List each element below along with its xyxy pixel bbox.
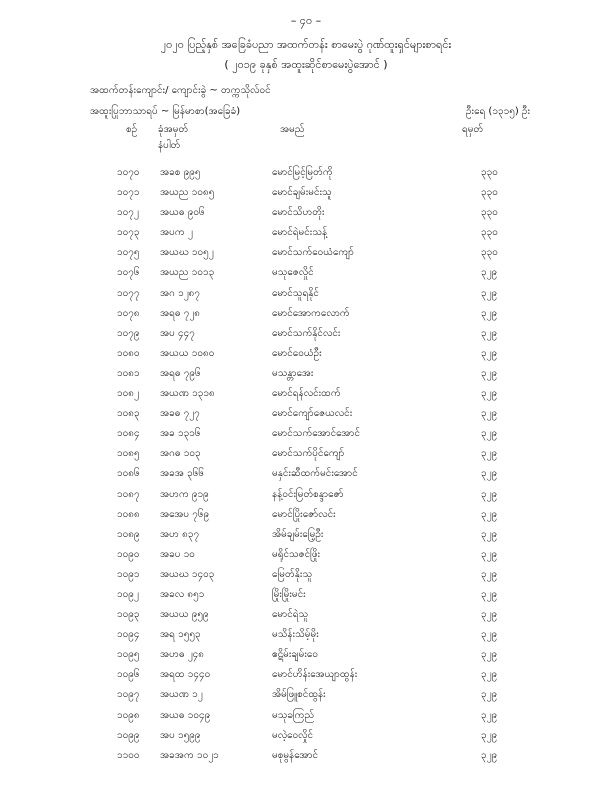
student-name: မရိုင်သဇင်ဖြိုး: [272, 548, 321, 560]
marks: ၃၃၀: [481, 187, 498, 199]
table-row: [0, 403, 612, 423]
serial-number: ၁၀၈၆: [117, 468, 140, 480]
document-title: ၂၀၂၀ ပြည့်နှစ် အခြေခံပညာ အထက်တန်း စာမေးပွဲ ဂုဏ်ထူးရှင်များစာရင်း: [160, 38, 452, 51]
roll-number: အခပ ၁၀: [160, 548, 195, 560]
table-row: [0, 222, 612, 242]
serial-number: ၁၀၇၉: [117, 327, 140, 339]
roll-number: အရဓ ၇၂၈: [160, 307, 200, 319]
serial-number: ၁၀၉၀: [117, 548, 140, 560]
serial-number: ၁၀၇၅: [117, 247, 140, 259]
roll-number: အယည ၁၀၁၃: [160, 267, 215, 279]
roll-number: အခလ ၈၅၁: [160, 588, 205, 600]
roll-number: အဂ ၁၂၈၇: [160, 287, 200, 299]
student-name: မောင်ရန်လင်းထက်: [272, 388, 341, 400]
student-name: မစုမွန်အောင်: [272, 749, 319, 761]
marks: ၃၂၉: [481, 689, 498, 701]
student-name: အိမ်ချမ်းမြေ့ဦး: [272, 528, 324, 540]
student-name: မောင်သက်နိုင်လင်း: [272, 327, 341, 339]
marks: ၃၂၉: [481, 408, 498, 420]
header-serial: စဉ်: [126, 124, 138, 135]
table-row: [0, 504, 612, 524]
table-row: [0, 303, 612, 323]
student-name: မနှင်းဆီထက်မင်းအောင်: [272, 468, 358, 480]
table-row: [0, 564, 612, 584]
student-name: မောင်သူရနိုင်: [272, 287, 319, 299]
table-row: [0, 242, 612, 262]
marks: ၃၃၀: [481, 227, 498, 239]
header-marks: ရမှတ်: [462, 124, 484, 135]
serial-number: ၁၀၈၇: [117, 488, 140, 500]
marks: ၃၂၉: [481, 649, 498, 661]
table-row: [0, 463, 612, 483]
roll-number: အခအ ၃၆၆: [160, 468, 205, 480]
marks: ၃၂၉: [481, 528, 498, 540]
table-row: [0, 484, 612, 504]
student-name: မောင်ပြိုးဇော်လင်း: [272, 508, 336, 520]
roll-number: အယဓ ၉၀၆: [160, 207, 205, 219]
roll-number: အခအက ၁၀၂၁: [160, 749, 219, 761]
table-row: [0, 604, 612, 624]
marks: ၃၂၉: [481, 347, 498, 359]
serial-number: ၁၀၉၄: [117, 629, 140, 641]
serial-number: ၁၀၉၈: [117, 709, 140, 721]
student-name: မသုဇေလှိုင်: [272, 267, 314, 279]
marks: ၃၂၉: [481, 287, 498, 299]
marks: ၃၂၉: [481, 307, 498, 319]
serial-number: ၁၀၈၈: [117, 508, 140, 520]
roll-number: အပ ၁၅၉၉: [160, 729, 201, 741]
roll-number: အဟ ၈၃၇: [160, 528, 200, 540]
marks: ၃၃၀: [481, 167, 498, 178]
school-type-line: အထက်တန်းကျောင်း/ ကျောင်းခွဲ ~ တက္ကသိုလ်ဝင်: [90, 85, 271, 96]
student-name: အိမ်ဖြူစင်ထွန်း: [272, 689, 326, 701]
serial-number: ၁၀၉၂: [117, 588, 139, 600]
marks: ၃၃၀: [481, 207, 498, 219]
roll-number: အရ ၁၅၅၃: [160, 629, 201, 641]
table-row: [0, 323, 612, 343]
serial-number: ၁၀၉၇: [117, 689, 140, 701]
serial-number: ၁၀၈၅: [117, 448, 140, 460]
marks: ၃၂၉: [481, 508, 498, 520]
header-roll-number: ခုံအမှတ်: [158, 124, 189, 135]
marks: ၃၂၉: [481, 729, 498, 741]
header-roll-number-line2: နံပါတ်: [158, 140, 181, 151]
roll-number: အခဓ ၇၂၇: [160, 408, 200, 420]
marks: ၃၂၉: [481, 488, 498, 500]
roll-number: အယဃ ၁၄၀၃: [160, 568, 215, 580]
column-headers: [0, 120, 612, 156]
student-name: မောင်အောကလောက်: [272, 307, 350, 319]
marks: ၃၂၉: [481, 588, 498, 600]
marks: ၃၂၉: [481, 448, 498, 460]
serial-number: ၁၀၇၁: [117, 187, 140, 199]
page-number: – ၄၀ –: [290, 14, 322, 27]
roll-number: အပ ၄၄၇: [160, 327, 195, 339]
table-row: [0, 162, 612, 182]
serial-number: ၁၀၇၃: [117, 227, 140, 239]
header-name: အမည်: [280, 124, 305, 135]
table-row: [0, 262, 612, 282]
student-name: ဧဋိမ်းချမ်းဝေ: [272, 649, 318, 661]
student-name: မောင်သက်ပိုင်ကျော်: [272, 448, 345, 460]
serial-number: ၁၀၈၉: [117, 528, 140, 540]
serial-number: ၁၀၈၁: [117, 367, 140, 379]
results-table: [0, 162, 612, 765]
marks: ၃၂၉: [481, 267, 498, 279]
marks: ၃၂၉: [481, 669, 498, 681]
marks: ၃၂၉: [481, 388, 498, 400]
marks: ၃၂၉: [481, 367, 498, 379]
roll-number: အယဏ ၁၂: [160, 689, 203, 701]
roll-number: အယဏ ၁၃၁၈: [160, 388, 215, 400]
table-row: [0, 363, 612, 383]
student-name: မောင်သက်အောင်အောင်: [272, 428, 361, 440]
serial-number: ၁၀၈၄: [117, 428, 140, 440]
student-name: မောင်ချမ်းမင်းသူ: [272, 187, 332, 199]
serial-number: ၁၀၇၂: [117, 207, 139, 219]
roll-number: အအေပ ၇၆၉: [160, 508, 210, 520]
student-name: နန့်ဝင်းမြတ်စန္ဒာဇော်: [272, 488, 344, 500]
student-count: ဦးရေ (၁၃၁၅) ဦး: [465, 106, 530, 117]
marks: ၃၂၉: [481, 428, 498, 440]
serial-number: ၁၀၈၃: [117, 408, 140, 420]
student-name: မောင်ရဲသူ: [272, 609, 309, 621]
serial-number: ၁၀၇၀: [117, 167, 140, 178]
student-name: မသုခကြည်: [272, 709, 315, 721]
serial-number: ၁၀၉၅: [117, 649, 140, 661]
table-row: [0, 705, 612, 725]
table-row: [0, 383, 612, 403]
table-row: [0, 684, 612, 704]
marks: ၃၂၉: [481, 548, 498, 560]
student-name: မောင်ဝေယံဦး: [272, 347, 322, 359]
table-row: [0, 524, 612, 544]
serial-number: ၁၀၈၀: [117, 347, 140, 359]
serial-number: ၁၀၉၆: [117, 669, 140, 681]
marks: ၃၂၉: [481, 709, 498, 721]
student-name: မြေတ်နိုးသူ: [272, 568, 313, 580]
marks: ၃၂၉: [481, 629, 498, 641]
roll-number: အပက ၂: [160, 227, 193, 239]
table-row: [0, 624, 612, 644]
marks: ၃၂၉: [481, 327, 498, 339]
roll-number: အခစ ၉၉၅: [160, 167, 201, 178]
table-row: [0, 664, 612, 684]
roll-number: အဂဓ ၁၀၃: [160, 448, 201, 460]
marks: ၃၂၉: [481, 609, 498, 621]
subject-label: အထူးပြုဘာသာရပ် ~ မြန်မာစာ(အခြေခံ): [90, 106, 241, 117]
table-row: [0, 283, 612, 303]
table-row: [0, 443, 612, 463]
student-name: မလဲ့ဝေလှိုင်: [272, 729, 314, 741]
marks: ၃၂၉: [481, 568, 498, 580]
roll-number: အဟက ၉၁၉: [160, 488, 209, 500]
roll-number: အခ ၁၃၁၆: [160, 428, 201, 440]
roll-number: အယယ ၉၅၉: [160, 609, 209, 621]
serial-number: ၁၀၉၃: [117, 609, 140, 621]
serial-number: ၁၀၇၆: [117, 267, 140, 279]
student-name: မြိုးမြိုးမင်း: [272, 588, 306, 600]
table-row: [0, 745, 612, 765]
roll-number: အယည ၁၀၈၅: [160, 187, 215, 199]
roll-number: အယဃ ၁၀၅၂: [160, 247, 214, 259]
roll-number: အယယ ၁၀၈၀: [160, 347, 215, 359]
roll-number: အယဓ ၁၀၄၉: [160, 709, 211, 721]
table-row: [0, 423, 612, 443]
student-name: မောင်မြင့်မြတ်ကို: [272, 167, 333, 178]
table-row: [0, 644, 612, 664]
roll-number: အရဓ ၇၉၆: [160, 367, 201, 379]
roll-number: အဟဓ ၂၄၈: [160, 649, 205, 661]
marks: ၃၃၀: [481, 247, 498, 259]
serial-number: ၁၀၉၉: [117, 729, 140, 741]
student-name: မောင်သိဟတိုး: [272, 207, 325, 219]
student-name: မသိန်းသိမ့်မိုး: [272, 629, 319, 641]
serial-number: ၁၀၉၁: [117, 568, 140, 580]
table-row: [0, 343, 612, 363]
table-row: [0, 202, 612, 222]
student-name: မောင်သက်ဝေယံကျော်: [272, 247, 354, 259]
document-subtitle: ( ၂၀၁၉ ခုနှစ် အထူးဆိုင်စာမေးပွဲအောင် ): [224, 58, 388, 71]
table-row: [0, 725, 612, 745]
serial-number: ၁၁၀၀: [117, 749, 140, 761]
student-name: မောင်ဟိန်းအေယျာထွန်း: [272, 669, 358, 681]
student-name: မောင်ရဲမင်းသန့်: [272, 227, 328, 239]
table-row: [0, 544, 612, 564]
serial-number: ၁၀၇၈: [117, 307, 140, 319]
serial-number: ၁၀၈၂: [117, 388, 139, 400]
student-name: မသန္တာအေး: [272, 367, 314, 379]
student-name: မောင်ကျော်ဇေယလင်း: [272, 408, 353, 420]
marks: ၃၂၉: [481, 749, 498, 761]
table-row: [0, 584, 612, 604]
table-row: [0, 182, 612, 202]
roll-number: အရထ ၁၄၄၀: [160, 669, 211, 681]
serial-number: ၁၀၇၇: [117, 287, 140, 299]
marks: ၃၂၉: [481, 468, 498, 480]
